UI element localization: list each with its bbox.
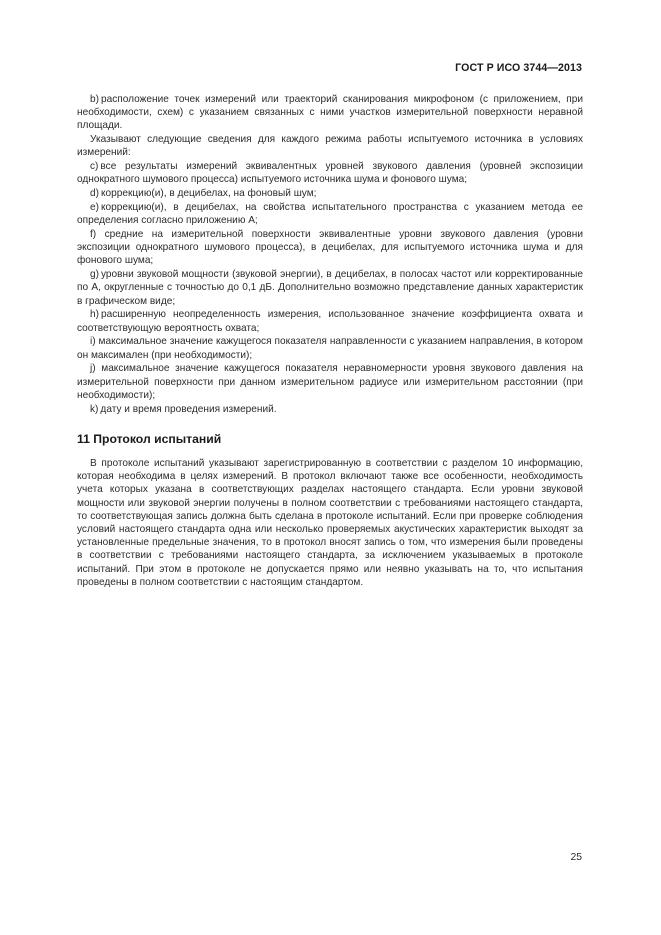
- list-item-g-text: g) уровни звуковой мощности (звуковой энергии), в децибелах, в полосах частот или корректированные по A, округленные с точностью до 0,1 дБ. Дополнительно возможно представление данных характеристик в графическом виде;: [77, 269, 583, 307]
- list-item-c: [77, 160, 583, 186]
- section-paragraph-text: В протоколе испытаний указывают зарегистрированную в соответствии с разделом 10 информацию, которая необходима в целях измерений. В протокол включают также все особенности, необходимость учета которых указана в соответствующих разделах настоящего стандарта. Если уровни звуковой мощности или звуковой энергии получены в полном соответствии с требованиями настоящего стандарта, то соответствующая запись должна быть сделана в протоколе испытаний. Если при проверке соблюдения условий настоящего стандарта одна или несколько проверяемых акустических характеристик выходят за установленные предельные значения, то в протокол вносят запись о том, что измерения были проведены в соответствии с требованиями настоящего стандарта, за исключением указываемых в протоколе испытаний. При этом в протоколе не допускается прямо или неявно указывать на то, что испытания проведены в полном соответствии с настоящим стандартом.: [77, 458, 583, 588]
- list-item-i: [77, 335, 583, 361]
- list-item-i-text: i) максимальное значение кажущегося показателя направленности с указанием направления, в котором он максимален (при необходимости);: [77, 336, 583, 361]
- list-item-f-text: f) средние на измерительной поверхности эквивалентные уровни звукового давления (уровни экспозиции однократного шумового процесса), в децибелах, для испытуемого источника шума и для фонового шума;: [77, 229, 583, 267]
- list-item-f: [77, 228, 583, 268]
- list-item-c-text: c) все результаты измерений эквивалентных уровней звукового давления (уровней экспозиции однократного шумового процесса) испытуемого источника шума и фонового шума;: [77, 161, 583, 186]
- list-item-e: [77, 201, 583, 227]
- page-number: 25: [570, 852, 582, 863]
- list-item-j-text: j) максимальное значение кажущегося показателя неравномерности уровня звукового давления на измерительной поверхности при данном измерительном радиусе или измерительном расстоянии (при необходимости);: [77, 363, 583, 401]
- intro-paragraph: [77, 133, 583, 159]
- list-item-j: [77, 362, 583, 402]
- list-item-g: [77, 268, 583, 308]
- list-item-k-text: k) дату и время проведения измерений.: [90, 403, 277, 415]
- intro-paragraph-text: Указывают следующие сведения для каждого режима работы испытуемого источника в условиях измерений:: [77, 134, 583, 159]
- list-item-h-text: h) расширенную неопределенность измерения, использованное значение коэффициента охвата и соответствующую вероятность охвата;: [77, 309, 583, 334]
- list-item-h: [77, 308, 583, 334]
- list-item-d-text: d) коррекцию(и), в децибелах, на фоновый шум;: [90, 188, 317, 200]
- list-item-e-text: e) коррекцию(и), в децибелах, на свойства испытательного пространства с указанием метода ее определения согласно приложению A;: [77, 202, 583, 227]
- standard-header: ГОСТ Р ИСО 3744—2013: [455, 62, 582, 74]
- section-paragraph: [77, 457, 583, 589]
- list-item-b: [77, 93, 583, 133]
- list-item-k: [77, 403, 583, 416]
- document-body: [77, 93, 583, 590]
- section-heading: 11 Протокол испытаний: [77, 431, 222, 446]
- list-item-d: [77, 187, 583, 200]
- list-item-b-text: b) расположение точек измерений или траекторий сканирования микрофоном (с приложением, при необходимости, схем) с указанием связанных с ними участков измерительной поверхности неравной площади.: [77, 94, 583, 132]
